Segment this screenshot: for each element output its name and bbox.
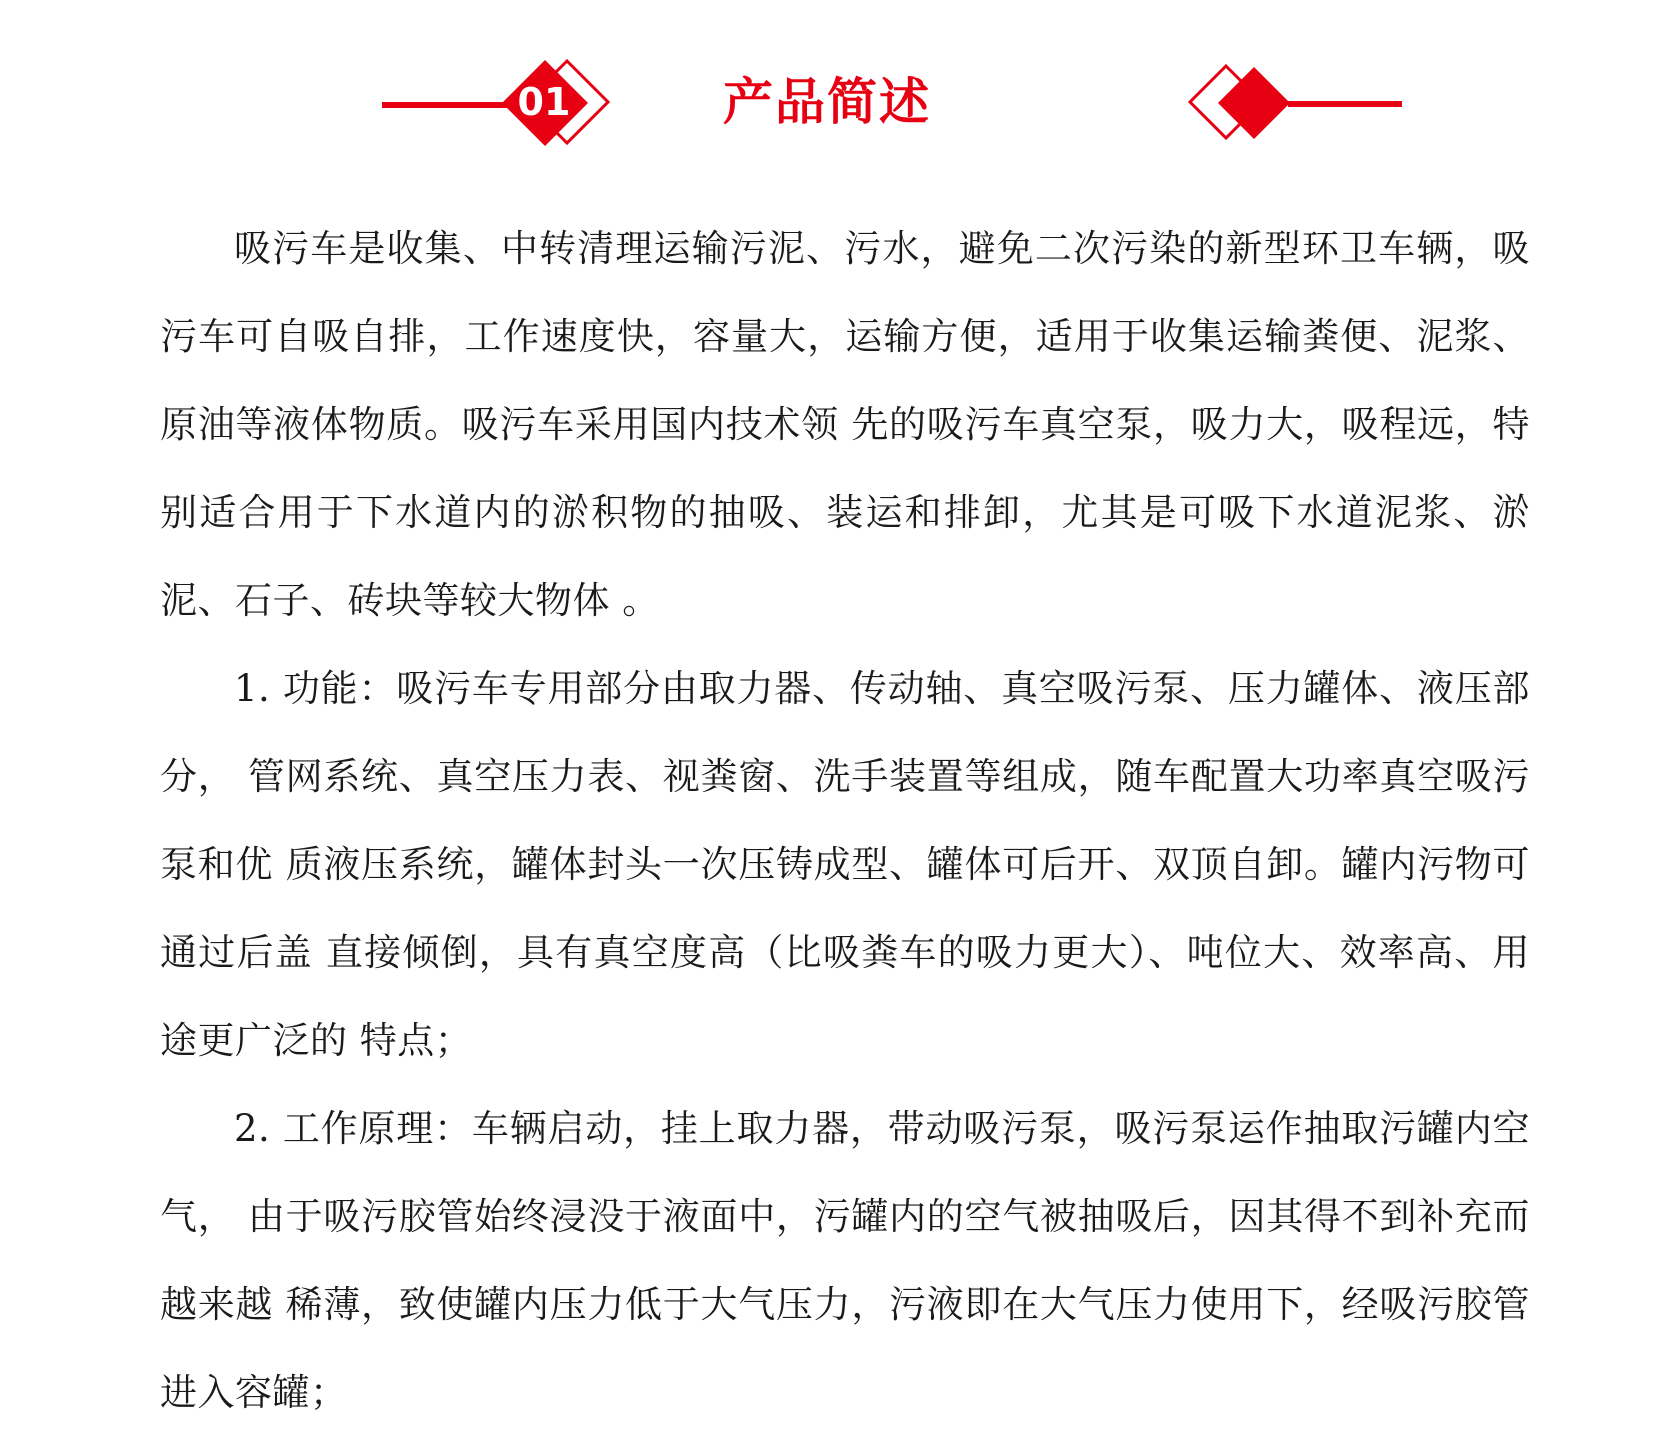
section-title: 产品简述 — [723, 73, 931, 131]
intro-paragraph: 吸污车是收集、中转清理运输污泥、污水，避免二次污染的新型环卫车辆，吸污车可自吸自排，工作速度快，容量大，运输方便，适用于收集运输粪便、泥浆、原油等液体物质。吸污车采用国内技术领 先的吸污车真空泵，吸力大，吸程远，特别适合用于下水道内的淤积物的抽吸、装运和排卸，尤其是可吸下水道泥浆、淤泥、石子、砖块等较大物体 。 — [160, 227, 1530, 622]
section-header — [0, 0, 1654, 170]
document-body — [160, 205, 1530, 1437]
section-number: 01 — [517, 80, 571, 124]
principle-paragraph: 2. 工作原理：车辆启动，挂上取力器，带动吸污泵，吸污泵运作抽取污罐内空气， 由于吸污胶管始终浸没于液面中，污罐内的空气被抽吸后，因其得不到补充而越来越 稀薄，致使罐内压力低于大气压力，污液即在大气压力使用下，经吸污胶管进入容罐； — [160, 1107, 1530, 1414]
function-paragraph: 1. 功能：吸污车专用部分由取力器、传动轴、真空吸污泵、压力罐体、液压部分， 管网系统、真空压力表、视粪窗、洗手装置等组成，随车配置大功率真空吸污泵和优 质液压系统，罐体封头一次压铸成型、罐体可后开、双顶自卸。罐内污物可通过后盖 直接倾倒，具有真空度高（比吸粪车的吸力更大）、吨位大、效率高、用途更广泛的 特点； — [160, 667, 1530, 1062]
